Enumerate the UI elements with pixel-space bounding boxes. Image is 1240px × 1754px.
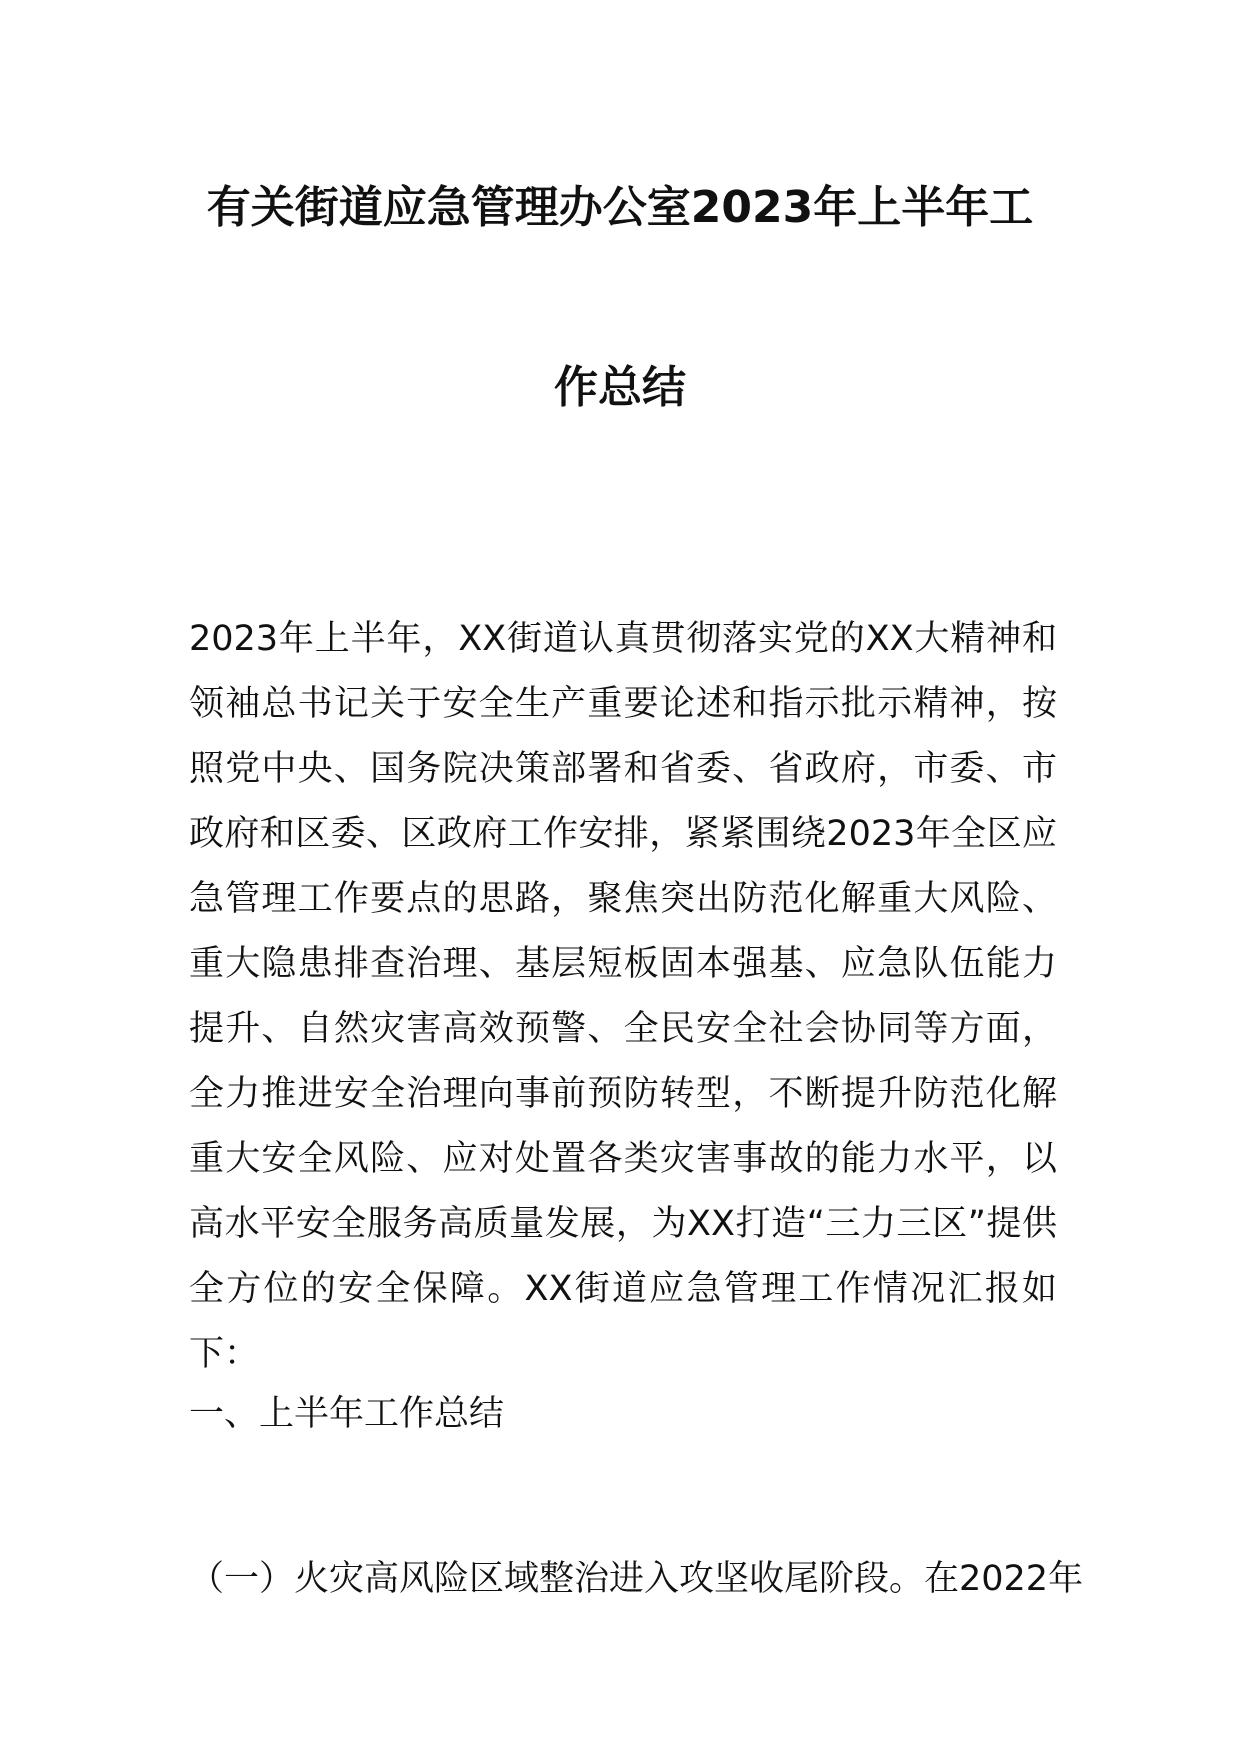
section-heading: 一、上半年工作总结 xyxy=(189,1394,505,1434)
document-title-line-1: 有关街道应急管理办公室2023年上半年工 xyxy=(206,182,1034,233)
document-title-line-2: 作总结 xyxy=(554,362,686,413)
intro-paragraph: 2023年上半年，XX街道认真贯彻落实党的XX大精神和领袖总书记关于安全生产重要论述和指示批示精神，按照党中央、国务院决策部署和省委、省政府，市委、市政府和区委、区政府工作安排，紧紧围绕2023年全区应急管理工作要点的思路，聚焦突出防范化解重大风险、重大隐患排查治理、基层短板固本强基、应急队伍能力提升、自然灾害高效预警、全民安全社会协同等方面，全力推进安全治理向事前预防转型，不断提升防范化解重大安全风险、应对处置各类灾害事故的能力水平，以高水平安全服务高质量发展，为XX打造“三力三区”提供全方位的安全保障。XX街道应急管理工作情况汇报如下： xyxy=(189,619,1057,1374)
subsection-first-line: （一）火灾高风险区域整治进入攻坚收尾阶段。在2022年 xyxy=(189,1559,1084,1599)
